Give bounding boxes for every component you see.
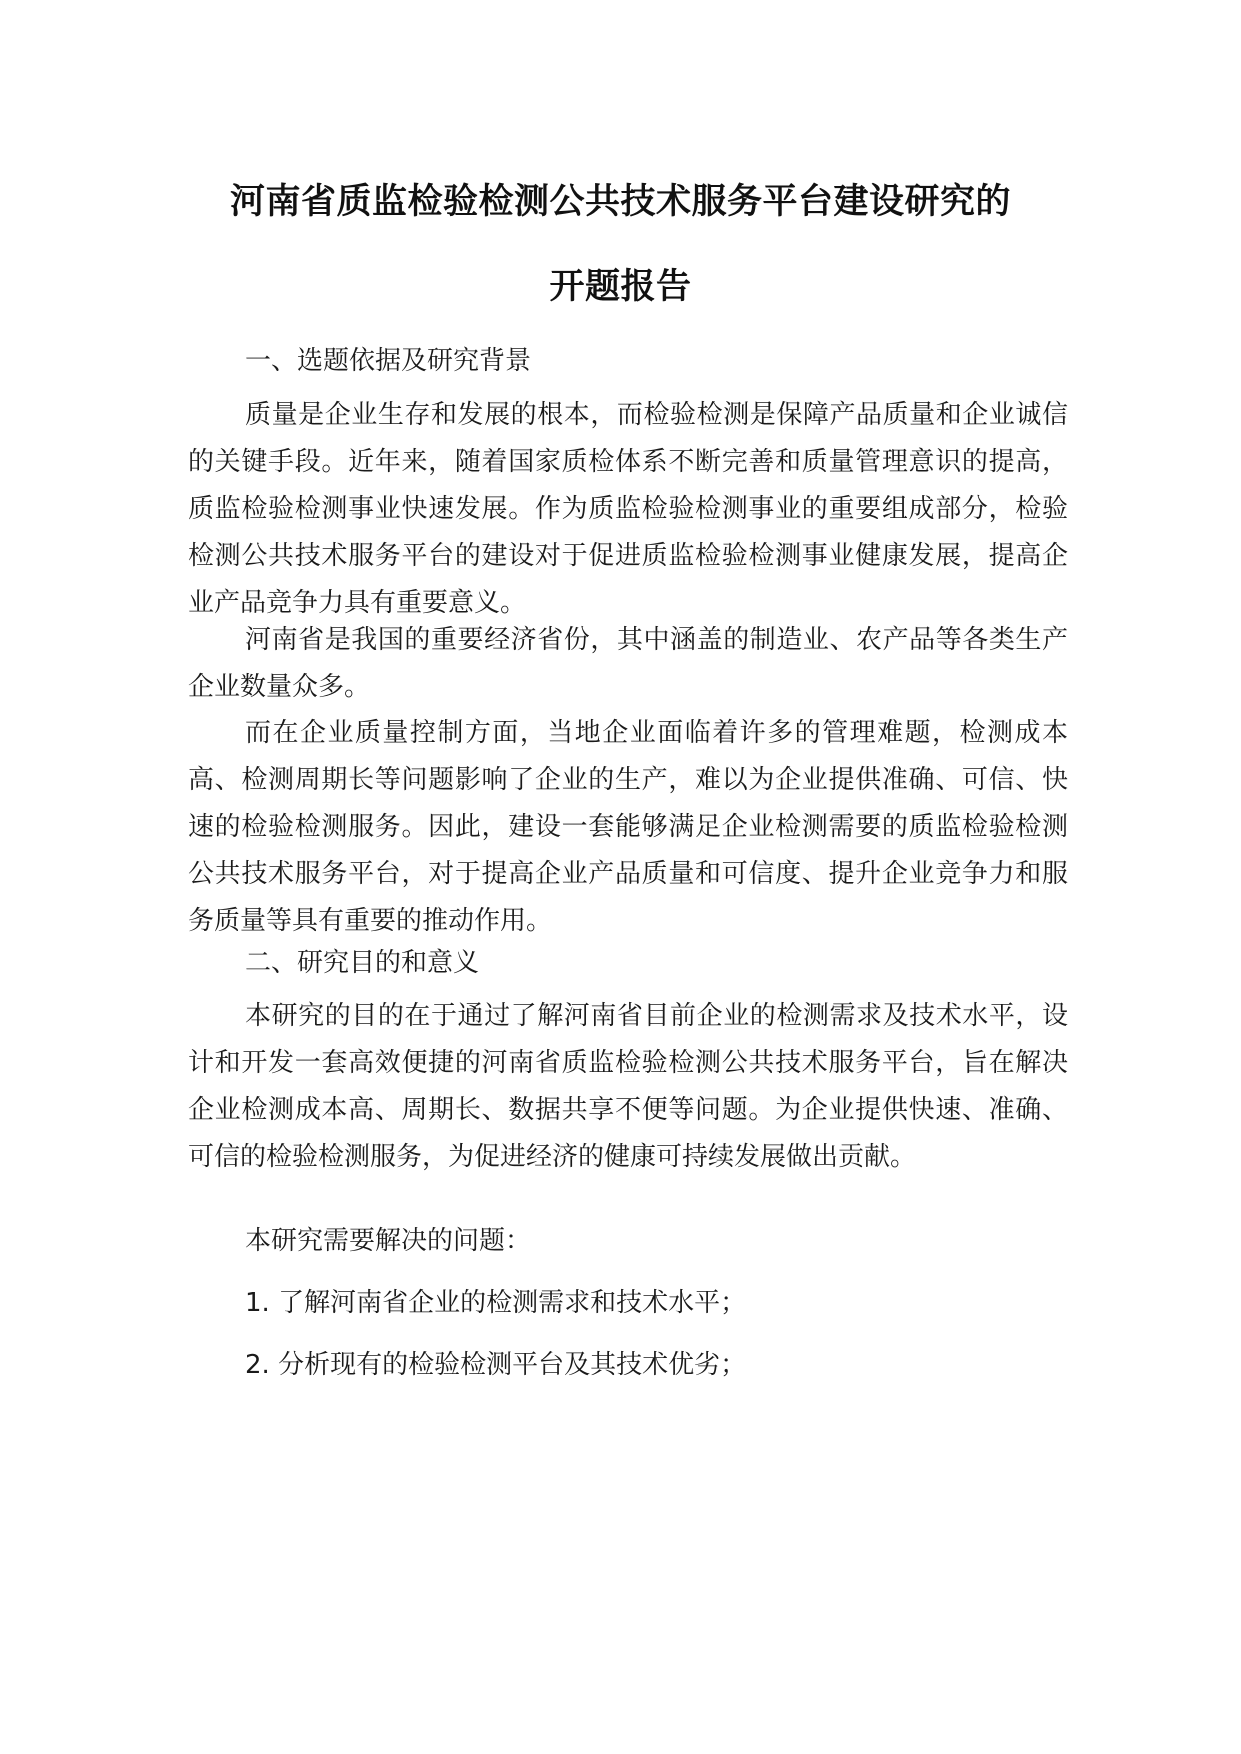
paragraph-2-block [188,617,1068,711]
list-item: 2. 分析现有的检验检测平台及其技术优劣； [245,1350,747,1380]
paragraph: 本研究的目的在于通过了解河南省目前企业的检测需求及技术水平，设计和开发一套高效便捷的河南省质监检验检测公共技术服务平台，旨在解决企业检测成本高、周期长、数据共享不便等问题。为企业提供快速、准确、可信的检验检测服务，为促进经济的健康可持续发展做出贡献。 [188,1001,1068,1172]
paragraph: 本研究需要解决的问题： [245,1226,532,1256]
document-title-line-1: 河南省质监检验检测公共技术服务平台建设研究的 [229,182,1011,222]
document-title-line-2: 开题报告 [549,267,692,307]
paragraph-3-block [188,710,1068,945]
section-1-heading-block [188,338,1068,385]
list-item-2-block [188,1342,1068,1389]
list-item-1-block [188,1280,1068,1327]
section-2-heading-block [188,940,1068,987]
paragraph-4-block [188,993,1068,1181]
paragraph: 而在企业质量控制方面，当地企业面临着许多的管理难题，检测成本高、检测周期长等问题影响了企业的生产，难以为企业提供准确、可信、快速的检验检测服务。因此，建设一套能够满足企业检测需要的质监检验检测公共技术服务平台，对于提高企业产品质量和可信度、提升企业竞争力和服务质量等具有重要的推动作用。 [188,718,1068,936]
paragraph: 质量是企业生存和发展的根本，而检验检测是保障产品质量和企业诚信的关键手段。近年来，随着国家质检体系不断完善和质量管理意识的提高，质监检验检测事业快速发展。作为质监检验检测事业的重要组成部分，检验检测公共技术服务平台的建设对于促进质监检验检测事业健康发展，提高企业产品竞争力具有重要意义。 [188,400,1068,618]
list-item: 1. 了解河南省企业的检测需求和技术水平； [245,1288,747,1318]
paragraph-5-block [188,1218,1068,1265]
section-heading: 一、选题依据及研究背景 [245,346,532,376]
paragraph-1-block [188,392,1068,627]
section-heading: 二、研究目的和意义 [245,948,480,978]
paragraph: 河南省是我国的重要经济省份，其中涵盖的制造业、农产品等各类生产企业数量众多。 [188,625,1068,702]
